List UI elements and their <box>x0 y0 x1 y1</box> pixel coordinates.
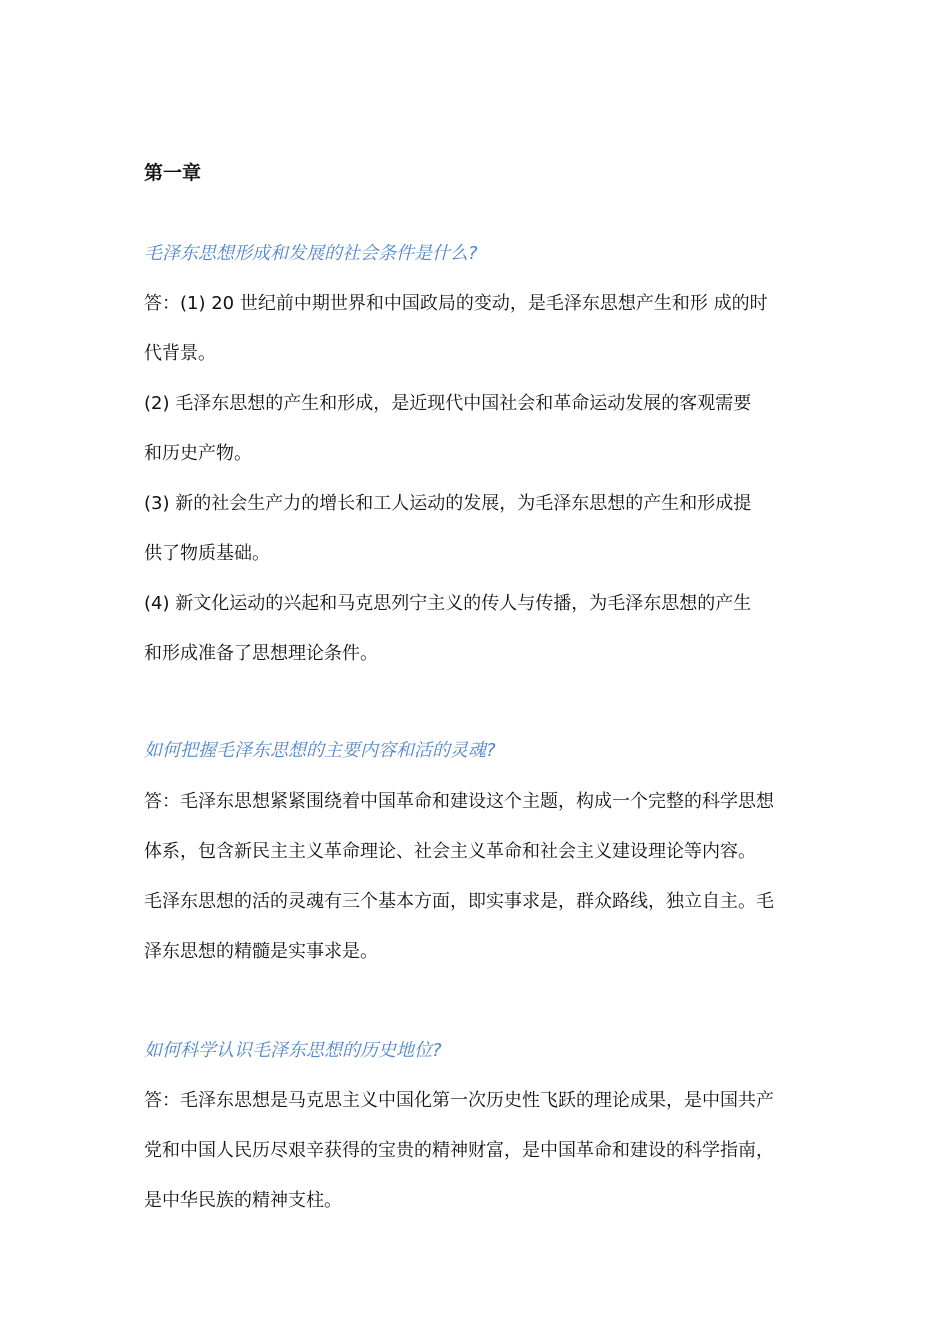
answer-line: 和形成准备了思想理论条件。 <box>144 643 378 664</box>
answer-line: 党和中国人民历尽艰辛获得的宝贵的精神财富，是中国革命和建设的科学指南， <box>144 1140 774 1161</box>
answer-line: 代背景。 <box>144 343 216 364</box>
answer-line: 答：毛泽东思想是马克思主义中国化第一次历史性飞跃的理论成果，是中国共产 <box>144 1090 774 1111</box>
answer-line: (4) 新文化运动的兴起和马克思列宁主义的传人与传播，为毛泽东思想的产生 <box>144 593 752 614</box>
answer-line: 泽东思想的精髓是实事求是。 <box>144 941 378 962</box>
question-heading: 毛泽东思想形成和发展的社会条件是什么? <box>144 243 478 264</box>
answer-line: 毛泽东思想的活的灵魂有三个基本方面，即实事求是，群众路线，独立自主。毛 <box>144 891 774 912</box>
answer-line: 和历史产物。 <box>144 443 252 464</box>
answer-line: 答：(1) 20 世纪前中期世界和中国政局的变动，是毛泽东思想产生和形 成的时 <box>144 293 768 314</box>
answer-paragraph <box>144 279 812 679</box>
answer-line: 是中华民族的精神支柱。 <box>144 1190 342 1211</box>
chapter-title: 第一章 <box>144 162 202 184</box>
question-heading: 如何把握毛泽东思想的主要内容和活的灵魂? <box>144 740 496 761</box>
question-heading: 如何科学认识毛泽东思想的历史地位? <box>144 1040 442 1061</box>
answer-line: 答：毛泽东思想紧紧围绕着中国革命和建设这个主题，构成一个完整的科学思想 <box>144 791 774 812</box>
answer-line: 体系，包含新民主主义革命理论、社会主义革命和社会主义建设理论等内容。 <box>144 841 756 862</box>
answer-paragraph <box>144 777 812 977</box>
answer-paragraph <box>144 1076 812 1226</box>
answer-line: (2) 毛泽东思想的产生和形成，是近现代中国社会和革命运动发展的客观需要 <box>144 393 752 414</box>
answer-line: 供了物质基础。 <box>144 543 270 564</box>
answer-line: (3) 新的社会生产力的增长和工人运动的发展，为毛泽东思想的产生和形成提 <box>144 493 752 514</box>
